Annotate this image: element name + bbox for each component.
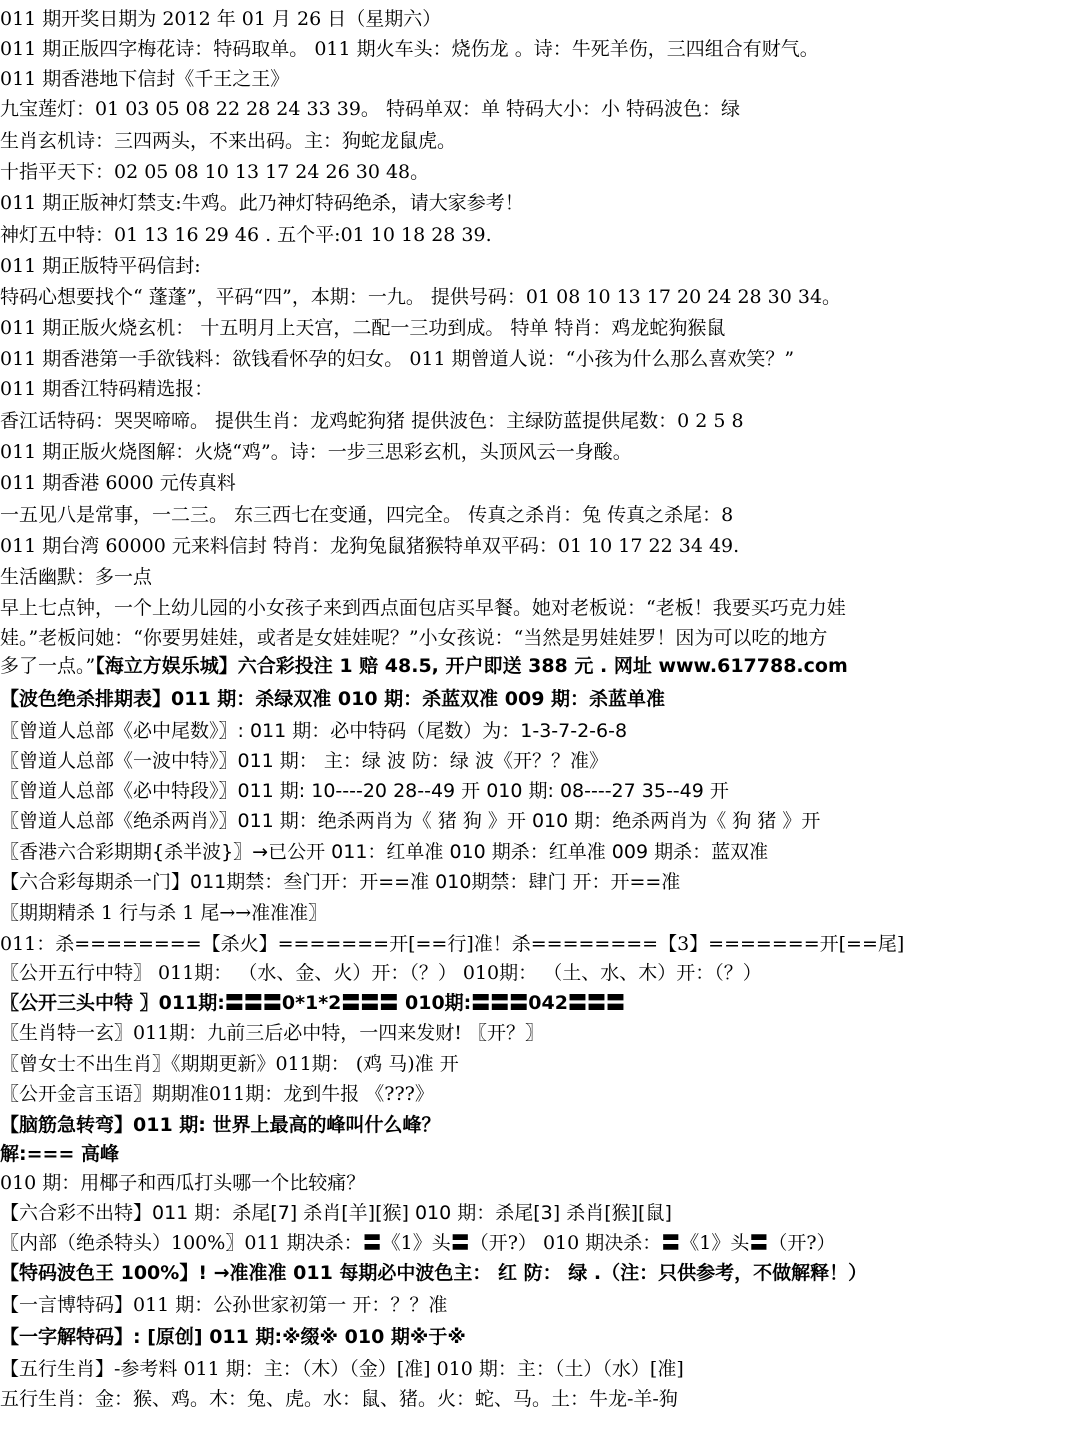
text-line: 011 期正版火烧玄机： 十五明月上天宫，二配一三功到成。 特单 特肖：鸡龙蛇狗猴鼠 xyxy=(0,317,726,339)
text-line: 〖曾道人总部《必中尾数》〗: 011 期：必中特码（尾数）为：1-3-7-2-6-8 xyxy=(0,720,628,742)
text-line: 011 期开奖日期为 2012 年 01 月 26 日（星期六） xyxy=(0,8,442,30)
text-line: 十指平天下：02 05 08 10 13 17 24 26 30 48。 xyxy=(0,161,430,183)
text-line: 〖公开三头中特 〗011期:〓〓〓0*1*2〓〓〓 010期:〓〓〓042〓〓〓 xyxy=(0,992,625,1014)
text-line: 011：杀========【杀火】=======开[==行]准！杀========【3】=======开[==尾] xyxy=(0,933,905,955)
text-line: 〖期期精杀 1 行与杀 1 尾→→准准准〗 xyxy=(0,902,328,924)
text-line: 011 期香港 6000 元传真料 xyxy=(0,472,236,494)
text-line: 神灯五中特：01 13 16 29 46 . 五个平:01 10 18 28 39. xyxy=(0,224,492,246)
text-line: 011 期正版四字梅花诗：特码取单。 011 期火车头：烧伤龙 。诗：牛死羊伤，三四组合有财气。 xyxy=(0,38,819,60)
text-line: 〖公开五行中特〗 011期： （水、金、火）开：（？） 010期： （土、水、木）开：（？） xyxy=(0,962,762,984)
text-line: 〖公开金言玉语〗期期准011期：龙到牛报 《???》 xyxy=(0,1083,434,1105)
text-line: 【六合彩不出特】011 期：杀尾[7] 杀肖[羊][猴] 010 期：杀尾[3] 杀肖[猴][鼠] xyxy=(0,1202,672,1224)
text-line: 011 期香港第一手欲钱料：欲钱看怀孕的妇女。 011 期曾道人说：“小孩为什么那么喜欢笑？” xyxy=(0,348,795,370)
text-line: 一五见八是常事，一二三。 东三西七在变通，四完全。 传真之杀肖：兔 传真之杀尾：8 xyxy=(0,504,734,526)
text-line: 特码心想要找个“ 蓬蓬”，平码“四”，本期：一九。 提供号码：01 08 10 13 17 20 24 28 30 34。 xyxy=(0,286,842,308)
text-line: 011 期正版火烧图解：火烧“鸡”。诗：一步三思彩玄机，头顶风云一身酸。 xyxy=(0,441,632,463)
text-line: 九宝莲灯：01 03 05 08 22 28 24 33 39。 特码单双：单 特码大小：小 特码波色：绿 xyxy=(0,98,741,120)
text-line: 【一字解特码】: [原创] 011 期:※缀※ 010 期※于※ xyxy=(0,1326,466,1348)
text-line: 〖曾道人总部《必中特段》〗011 期: 10----20 28--49 开 010 期: 08----27 35--49 开 xyxy=(0,780,729,802)
promo-banner: 【海立方娱乐城】六合彩投注 1 赔 48.5, 开户即送 388 元 . 网址 www.617788.com xyxy=(95,655,848,677)
text-line: 早上七点钟，一个上幼儿园的小女孩子来到西点面包店买早餐。她对老板说：“老板！我要买巧克力娃 xyxy=(0,597,846,619)
text-line xyxy=(0,651,848,681)
text-line: 生活幽默：多一点 xyxy=(0,566,153,588)
text-line: 011 期香江特码精选报： xyxy=(0,378,214,400)
text-line: 【脑筋急转弯】011 期: 世界上最高的峰叫什么峰？ xyxy=(0,1114,441,1136)
text-line: 【六合彩每期杀一门】011期禁：叁门开：开==准 010期禁：肆门 开：开==准 xyxy=(0,871,681,893)
text-line: 五行生肖：金：猴、鸡。木：兔、虎。水：鼠、猪。火：蛇、马。土：牛龙-羊-狗 xyxy=(0,1388,678,1410)
text-line: 【一言博特码】011 期：公孙世家初第一 开：？？准 xyxy=(0,1294,448,1316)
text-line: 011 期正版神灯禁支:牛鸡。此乃神灯特码绝杀，请大家参考！ xyxy=(0,192,524,214)
text-line: 【波色绝杀排期表】011 期：杀绿双准 010 期：杀蓝双准 009 期：杀蓝单准 xyxy=(0,688,666,710)
text-line: 〖曾道人总部《一波中特》〗011 期： 主：绿 波 防：绿 波《开？？准》 xyxy=(0,750,608,772)
joke-ending: 多了一点。” xyxy=(0,655,96,677)
text-line: 〖曾女士不出生肖〗《期期更新》011期： (鸡 马)准 开 xyxy=(0,1053,459,1075)
text-line: 〖香港六合彩期期{杀半波}〗→已公开 011：红单准 010 期杀：红单准 009 期杀：蓝双准 xyxy=(0,841,769,863)
text-line: 香江话特码：哭哭啼啼。 提供生肖：龙鸡蛇狗猪 提供波色：主绿防蓝提供尾数：0 2 5 8 xyxy=(0,410,744,432)
text-line: 解:=== 高峰 xyxy=(0,1143,119,1165)
text-line: 【五行生肖】-参考料 011 期：主：（木）（金）[准] 010 期：主：（土）（水）[准] xyxy=(0,1358,684,1380)
text-line: 011 期正版特平码信封: xyxy=(0,255,201,277)
text-line: 〖内部（绝杀特头）100%〗011 期决杀：〓《1》头〓（开?） 010 期决杀：〓《1》头〓（开?） xyxy=(0,1232,836,1254)
text-line: 〖曾道人总部《绝杀两肖》〗011 期：绝杀两肖为《 猪 狗 》开 010 期：绝杀两肖为《 狗 猪 》开 xyxy=(0,810,821,832)
text-line: 【特码波色王 100%】! →准准准 011 每期必中波色主： 红 防： 绿 .（注：只供参考，不做解释！） xyxy=(0,1262,868,1284)
text-line: 011 期台湾 60000 元来料信封 特肖：龙狗兔鼠猪猴特单双平码：01 10 17 22 34 49. xyxy=(0,535,740,557)
text-line: 娃。”老板问她：“你要男娃娃，或者是女娃娃呢？”小女孩说：“当然是男娃娃罗！因为可以吃的地方 xyxy=(0,627,828,649)
text-line: 010 期：用椰子和西瓜打头哪一个比较痛？ xyxy=(0,1172,366,1194)
text-line: 〖生肖特一玄〗011期：九前三后必中特，一四来发财! 〖开？〗 xyxy=(0,1022,544,1044)
text-line: 生肖玄机诗：三四两头，不来出码。主：狗蛇龙鼠虎。 xyxy=(0,130,457,152)
text-line: 011 期香港地下信封《千王之王》 xyxy=(0,68,290,90)
